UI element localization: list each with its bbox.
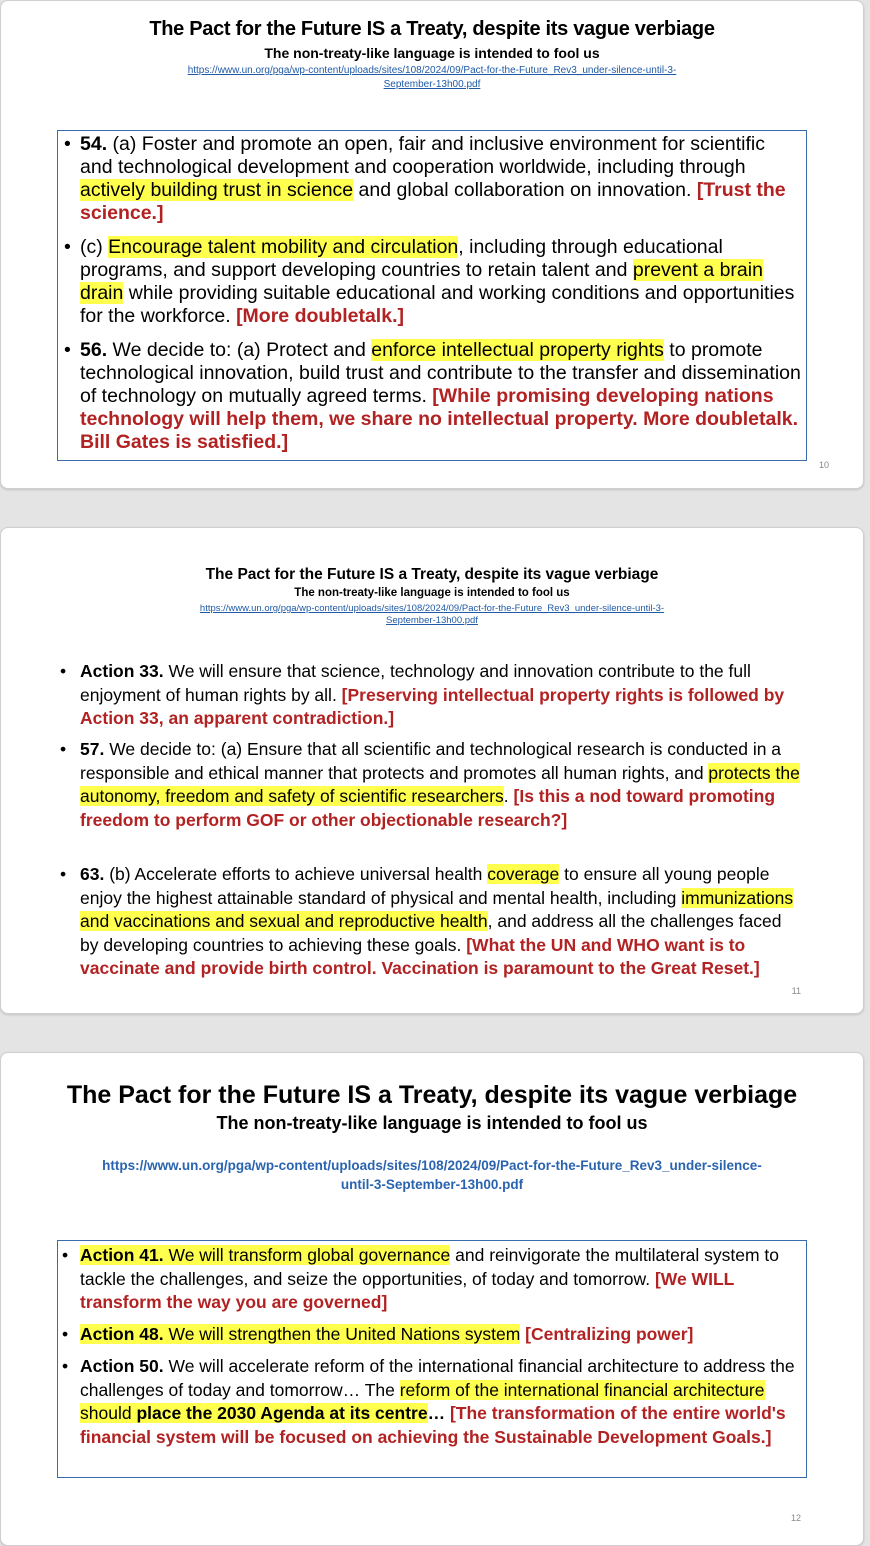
item-number: 57. — [80, 739, 105, 759]
slide-title: The Pact for the Future IS a Treaty, despite its vague verbiage — [205, 566, 659, 583]
bullet-action-41 — [58, 1244, 802, 1315]
highlighted-text: enforce intellectual property rights — [371, 339, 664, 361]
bullet-text: We decide to: (a) Ensure that all scientific and technological research is conducted in a responsible and ethical manner that protects and promotes all human rights, and — [80, 739, 782, 783]
page-number: 11 — [791, 986, 801, 996]
bullet-action-48 — [58, 1323, 802, 1347]
item-number: Action 48. — [80, 1324, 164, 1344]
item-number: 54. — [80, 133, 108, 155]
commentary: [Centralizing power] — [525, 1324, 694, 1344]
highlighted-text: protects the autonomy, freedom and safety of scientific researchers — [80, 762, 800, 806]
item-number: 56. — [80, 339, 108, 361]
item-number: 63. — [80, 864, 105, 884]
text-box — [57, 130, 807, 461]
bullet-54c — [58, 236, 802, 328]
bullet-text: and reinvigorate the multilateral system to tackle the challenges, and seize the opportunities, of today and tomorrow. — [80, 1245, 780, 1289]
source-link[interactable]: https://www.un.org/pga/wp-content/uploads/sites/108/2024/09/Pact-for-the-Future_Rev3_under-silence-until-3- — [187, 65, 677, 76]
commentary: [While promising developing nations technology will help them, we share no intellectual property. More doubletalk. Bill Gates is satisfied.] — [80, 385, 799, 453]
bullet-63 — [58, 863, 803, 981]
source-link[interactable]: https://www.un.org/pga/wp-content/uploads/sites/108/2024/09/Pact-for-the-Future_Rev3_under-silence-until-3- — [199, 603, 665, 614]
bullet-text: We decide to: (a) Protect and — [107, 339, 372, 361]
bullet-text: , including through educational programs, and support developing countries to retain talent and — [80, 236, 723, 281]
highlighted-text: actively building trust in science — [80, 179, 354, 201]
commentary: [The transformation of the entire world's financial system will be focused on achieving the Sustainable Development Goals.] — [80, 1403, 786, 1447]
highlighted-text: Encourage talent mobility and circulation — [108, 236, 459, 258]
bullet-56 — [58, 339, 802, 454]
bullet-57 — [58, 738, 803, 832]
bullet-text: to promote technological innovation, build trust and contribute to the transfer and dissemination of technology on mutually agreed terms. — [80, 339, 801, 407]
highlighted-text: reform of the international financial architecture should — [80, 1379, 765, 1423]
commentary: [Trust the science.] — [80, 179, 786, 224]
source-link-continued[interactable]: until-3-September-13h00.pdf — [340, 1177, 524, 1192]
slide-subtitle: The non-treaty-like language is intended to fool us — [294, 587, 570, 599]
bullet-action-50 — [58, 1355, 802, 1449]
bullet-text: … — [427, 1403, 450, 1423]
source-link-continued[interactable]: September-13h00.pdf — [383, 79, 481, 90]
highlighted-text: We will strengthen the United Nations system — [163, 1324, 521, 1344]
page-number: 12 — [790, 1513, 801, 1523]
bullet-text: (b) Accelerate efforts to achieve universal health — [104, 864, 488, 884]
commentary: [Preserving intellectual property rights is followed by Action 33, an apparent contradiction.] — [80, 684, 785, 728]
highlighted-bold-text: place the 2030 Agenda at its centre — [136, 1403, 428, 1423]
bullet-text: We will ensure that science, technology and innovation contribute to the full enjoyment of human rights by all. — [80, 661, 751, 705]
bullet-54 — [58, 133, 802, 225]
text-box — [57, 1240, 807, 1478]
highlighted-text: immunizations and vaccinations and sexual and reproductive health — [80, 887, 794, 931]
highlighted-text: prevent a brain drain — [80, 259, 763, 304]
item-number: Action 33. — [80, 661, 164, 681]
bullet-action-33 — [58, 660, 803, 731]
bullet-text: , and address all the challenges faced by developing countries to achieving these goals. — [80, 911, 782, 955]
commentary: [What the UN and WHO want is to vaccinate and provide birth control. Vaccination is paramount to the Great Reset.] — [80, 934, 760, 978]
bullet-text: (c) — [80, 236, 109, 258]
slide-subtitle: The non-treaty-like language is intended to fool us — [216, 1113, 648, 1133]
slide-subtitle: The non-treaty-like language is intended to fool us — [264, 45, 600, 61]
source-link[interactable]: https://www.un.org/pga/wp-content/uploads/sites/108/2024/09/Pact-for-the-Future_Rev3_under-silence- — [102, 1158, 762, 1173]
slide-12 — [0, 1052, 864, 1546]
slide-10 — [0, 0, 864, 489]
highlighted-text: coverage — [487, 864, 560, 884]
bullet-text: (a) Foster and promote an open, fair and inclusive environment for scientific and technological development and cooperation worldwide, including through — [80, 133, 766, 178]
page-number: 10 — [818, 460, 829, 470]
highlighted-text: We will transform global governance — [163, 1245, 451, 1265]
bullet-text: to ensure all young people enjoy the highest attainable standard of physical and mental health, including — [80, 864, 770, 908]
slide-title: The Pact for the Future IS a Treaty, despite its vague verbiage — [66, 1081, 798, 1109]
commentary: [More doubletalk.] — [236, 305, 404, 327]
slide-11 — [0, 527, 864, 1014]
bullet-text: while providing suitable educational and working conditions and opportunities for the workforce. — [80, 282, 795, 327]
item-number: Action 50. — [80, 1356, 164, 1376]
bullet-text: . — [503, 786, 514, 806]
item-number: Action 41. — [80, 1245, 164, 1265]
bullet-text: We will accelerate reform of the international financial architecture to address the challenges of today and tomorrow… The — [80, 1356, 795, 1400]
slide-title: The Pact for the Future IS a Treaty, despite its vague verbiage — [149, 18, 715, 40]
source-link-continued[interactable]: September-13h00.pdf — [386, 615, 478, 626]
commentary: [We WILL transform the way you are governed] — [80, 1268, 735, 1312]
commentary: [Is this a nod toward promoting freedom to perform GOF or other objectionable research?] — [80, 786, 776, 830]
bullet-text: and global collaboration on innovation. — [353, 179, 697, 201]
